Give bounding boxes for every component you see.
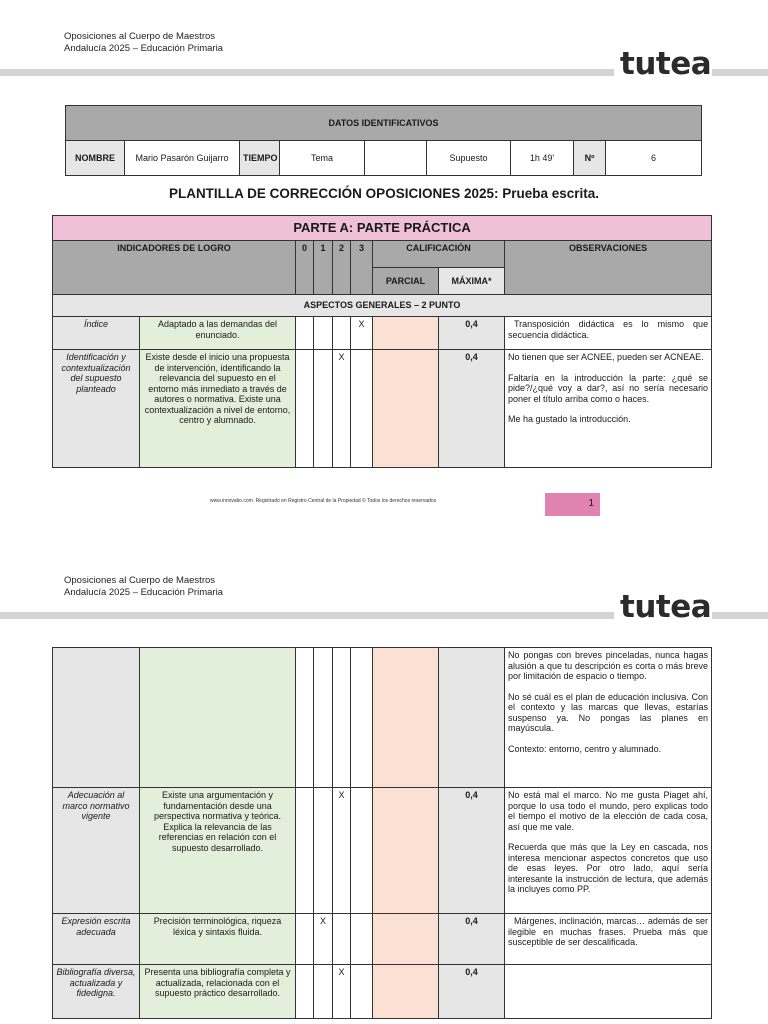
criterion-cell <box>53 648 140 788</box>
header-divider <box>0 69 614 76</box>
observation-text: Me ha gustado la introducción. <box>508 414 631 424</box>
header-line-1: Oposiciones al Cuerpo de Maestros <box>64 31 216 42</box>
header-divider-right <box>712 69 768 76</box>
score-cell-2 <box>333 914 351 965</box>
score-header-2: 2 <box>333 241 351 295</box>
score-cell-2: X <box>333 788 351 914</box>
score-cell-3: X <box>351 317 373 350</box>
score-header-3: 3 <box>351 241 373 295</box>
part-a-title: PARTE A: PARTE PRÁCTICA <box>53 216 712 241</box>
observations-cell <box>505 788 712 914</box>
indicadores-header: INDICADORES DE LOGRO <box>53 241 296 295</box>
observation-text: Recuerda que más que la Ley en cascada, nos interesa mencionar aspectos concretos que uso de esas leyes. Por otro lado, aquí sería interesante la instrucción de lectura, que además la incluyes como PP. <box>508 842 708 894</box>
grading-table-page2 <box>52 647 712 1019</box>
observations-cell <box>505 914 712 965</box>
observation-text: No sé cuál es el plan de educación inclusiva. Con el contexto y las marcas que llevas, estarías suspenso ya. No pongas las planes en mayúscula. <box>508 691 708 733</box>
ident-table <box>65 105 702 176</box>
tiempo-label: TIEMPO <box>240 141 280 176</box>
score-cell-1 <box>314 350 333 468</box>
maxima-cell: 0,4 <box>439 914 505 965</box>
score-cell-0 <box>296 914 314 965</box>
criterion-cell: Identificación y contextualización del supuesto planteado <box>53 350 140 468</box>
table-row <box>53 788 712 914</box>
criterion-cell: Índice <box>53 317 140 350</box>
footer-copyright: www.innovatio.com. Registrado en Registro Central de la Propiedad © Todos los derechos reservados <box>210 498 437 504</box>
indicator-cell <box>140 648 296 788</box>
observation-text: No pongas con breves pinceladas, nunca hagas alusión a que tu descripción es corta o más breve por limitación de espacio o tiempo. <box>508 650 708 681</box>
score-cell-3 <box>351 914 373 965</box>
maxima-header: MÁXIMA* <box>439 268 505 295</box>
score-cell-0 <box>296 648 314 788</box>
score-header-1: 1 <box>314 241 333 295</box>
score-cell-2 <box>333 317 351 350</box>
parcial-cell <box>373 317 439 350</box>
indicator-cell: Presenta una bibliografía completa y actualizada, relacionada con el supuesto práctico desarrollado. <box>140 965 296 1019</box>
supuesto-value: 1h 49' <box>511 141 574 176</box>
score-cell-2: X <box>333 350 351 468</box>
observation-text: Faltaría en la introducción la parte: ¿qué se pide?/¿qué voy a dar?, así no sería necesario poner el título arriba como o haces. <box>508 372 709 404</box>
observation-text: Contexto: entorno, centro y alumnado. <box>508 743 662 754</box>
observation-text: No tienen que ser ACNEE, pueden ser ACNEAE. <box>508 352 704 362</box>
observation-text: Márgenes, inclinación, marcas… además de ser ilegible en muchas frases. Prueba más que susceptible de ser descalificada. <box>508 916 708 947</box>
tema-label: Tema <box>280 141 365 176</box>
indicator-cell: Adaptado a las demandas del enunciado. <box>140 317 296 350</box>
criterion-cell: Expresión escrita adecuada <box>53 914 140 965</box>
score-cell-0 <box>296 350 314 468</box>
score-cell-1: X <box>314 914 333 965</box>
score-cell-0 <box>296 965 314 1019</box>
score-cell-1 <box>314 965 333 1019</box>
nombre-label: NOMBRE <box>66 141 125 176</box>
observation-text: Transposición didáctica es lo mismo que secuencia didáctica. <box>508 319 709 340</box>
maxima-cell: 0,4 <box>439 317 505 350</box>
tutea-logo: tutea <box>620 46 712 82</box>
score-cell-1 <box>314 317 333 350</box>
criterion-cell: Bibliografía diversa, actualizada y fidedigna. <box>53 965 140 1019</box>
numero-label: Nº <box>574 141 606 176</box>
header-line-2: Andalucía 2025 – Educación Primaria <box>64 587 223 598</box>
supuesto-label: Supuesto <box>427 141 511 176</box>
score-cell-0 <box>296 317 314 350</box>
calificacion-header: CALIFICACIÓN <box>373 241 505 268</box>
header-divider-right <box>712 612 768 619</box>
tema-value <box>365 141 427 176</box>
observations-cell <box>505 965 712 1019</box>
table-row <box>53 914 712 965</box>
table-row <box>53 648 712 788</box>
ident-title: DATOS IDENTIFICATIVOS <box>66 106 702 141</box>
score-cell-0 <box>296 788 314 914</box>
maxima-cell: 0,4 <box>439 788 505 914</box>
indicator-cell: Existe desde el inicio una propuesta de intervención, identificando la relevancia del supuesto en el entorno más inmediato a través de autores o normativa. Existe una contextualización a nivel de entorno, centro y alumnado. <box>140 350 296 468</box>
observations-cell <box>505 350 712 468</box>
score-header-0: 0 <box>296 241 314 295</box>
score-cell-3 <box>351 648 373 788</box>
parcial-cell <box>373 648 439 788</box>
observation-text: No está mal el marco. No me gusta Piaget ahí, porque lo usa todo el mundo, pero explicas todo el tiempo el motivo de la elección de cada cosa, así que me vale. <box>508 790 708 832</box>
header-line-2: Andalucía 2025 – Educación Primaria <box>64 43 223 54</box>
page-number: 1 <box>545 493 600 516</box>
numero-value: 6 <box>606 141 702 176</box>
observations-cell <box>505 648 712 788</box>
score-cell-3 <box>351 788 373 914</box>
header-divider <box>0 612 614 619</box>
parcial-cell <box>373 788 439 914</box>
score-cell-3 <box>351 965 373 1019</box>
header-line-1: Oposiciones al Cuerpo de Maestros <box>64 575 216 586</box>
tutea-logo: tutea <box>620 589 712 625</box>
document-title: PLANTILLA DE CORRECCIÓN OPOSICIONES 2025: Prueba escrita. <box>168 186 600 201</box>
maxima-cell <box>439 648 505 788</box>
maxima-cell: 0,4 <box>439 965 505 1019</box>
parcial-header: PARCIAL <box>373 268 439 295</box>
indicator-cell: Precisión terminológica, riqueza léxica y sintaxis fluida. <box>140 914 296 965</box>
maxima-cell: 0,4 <box>439 350 505 468</box>
table-row <box>53 350 712 468</box>
parcial-cell <box>373 350 439 468</box>
table-row <box>53 965 712 1019</box>
parcial-cell <box>373 914 439 965</box>
parcial-cell <box>373 965 439 1019</box>
score-cell-2: X <box>333 965 351 1019</box>
observaciones-header: OBSERVACIONES <box>505 241 712 295</box>
indicator-cell: Existe una argumentación y fundamentación desde una perspectiva normativa y teórica. Explica la relevancia de las referencias en relación con el supuesto desarrollado. <box>140 788 296 914</box>
score-cell-3 <box>351 350 373 468</box>
grading-table-page1 <box>52 215 712 468</box>
table-row <box>53 317 712 350</box>
section-header: ASPECTOS GENERALES – 2 PUNTO <box>53 295 712 317</box>
nombre-value: Mario Pasarón Guijarro <box>125 141 240 176</box>
criterion-cell: Adecuación al marco normativo vigente <box>53 788 140 914</box>
score-cell-2 <box>333 648 351 788</box>
score-cell-1 <box>314 788 333 914</box>
observations-cell <box>505 317 712 350</box>
score-cell-1 <box>314 648 333 788</box>
